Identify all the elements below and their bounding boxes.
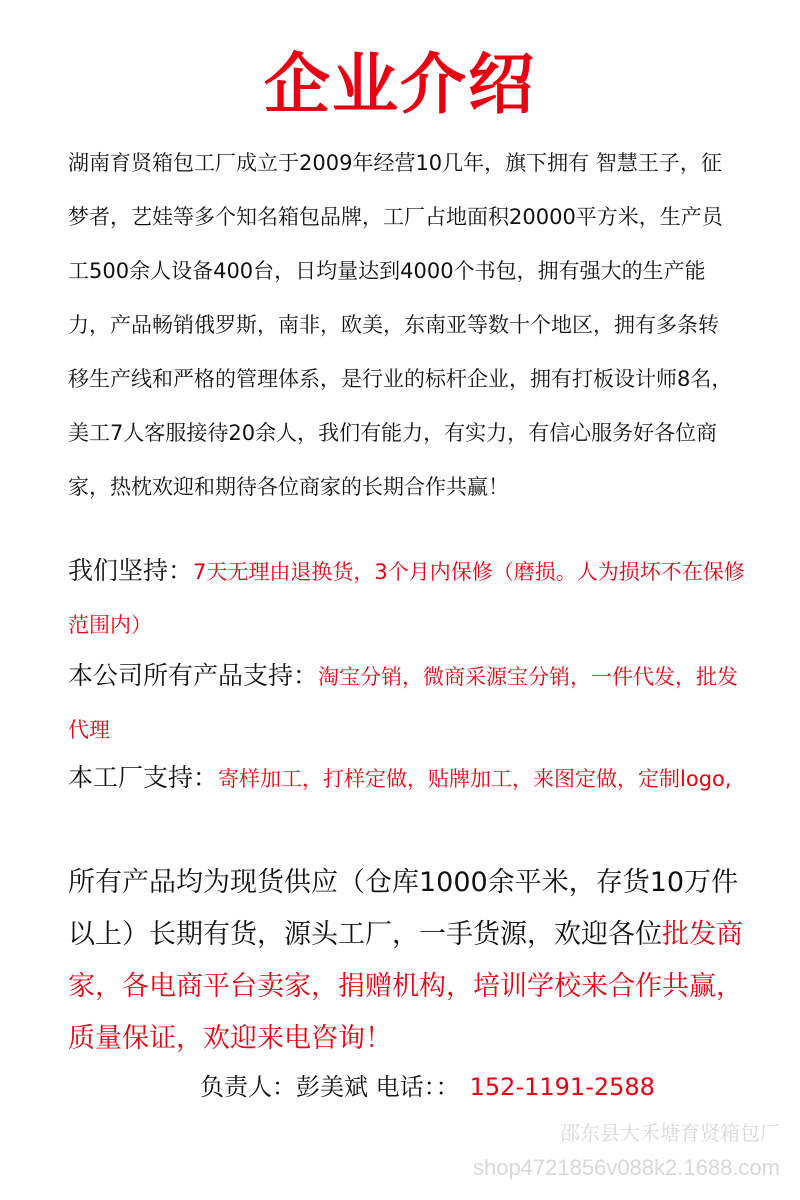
guarantee-text: 7天无理由退换货，3个月内保修（磨损。人为损坏不在保修范围内） <box>68 560 745 637</box>
closing-red-text: 批发商家，各电商平台卖家，捐赠机构，培训学校来合作共赢，质量保证，欢迎来电咨询！ <box>68 919 743 1054</box>
product-support-heading: 本公司所有产品支持： <box>68 661 319 690</box>
product-support-text: 淘宝分销，微商采源宝分销，一件代发，批发代理 <box>68 665 739 742</box>
page-title: 企业介绍 <box>264 46 536 123</box>
closing-black-text: 所有产品均为现货供应（仓库1000余平米，存货10万件以上）长期有货，源头工厂，一手货源，欢迎各位 <box>68 867 739 950</box>
contact-line <box>200 1062 780 1112</box>
product-support-section <box>68 650 758 756</box>
watermark-shop: shop4721856v088k2.1688.com <box>472 1155 780 1180</box>
factory-support-heading: 本工厂支持： <box>68 763 219 792</box>
phone-number[interactable]: 152-1191-2588 <box>469 1073 655 1101</box>
guarantee-heading: 我们坚持： <box>68 556 194 585</box>
guarantee-section <box>68 545 758 651</box>
closing-paragraph <box>68 857 748 1065</box>
factory-support-section <box>68 752 758 805</box>
watermark-company: 邵东县大禾塘育贤箱包厂 <box>560 1121 780 1145</box>
contact-label: 负责人：彭美斌 电话：： <box>200 1073 460 1101</box>
company-intro-paragraph: 湖南育贤箱包工厂成立于2009年经营10几年，旗下拥有 智慧王子，征梦者，艺娃等多个知名箱包品牌，工厂占地面积20000平方米，生产员工500余人设备400台，日均量达到4000个书包，拥有强大的生产能力，产品畅销俄罗斯，南非，欧美，东南亚等数十个地区，拥有多条转移生产线和严格的管理体系，是行业的标杆企业，拥有打板设计师8名，美工7人客服接待20余人，我们有能力，有实力，有信心服务好各位商家，热枕欢迎和期待各位商家的长期合作共赢！ <box>68 151 733 499</box>
factory-support-text: 寄样加工，打样定做，贴牌加工，来图定做，定制logo, <box>218 767 732 791</box>
